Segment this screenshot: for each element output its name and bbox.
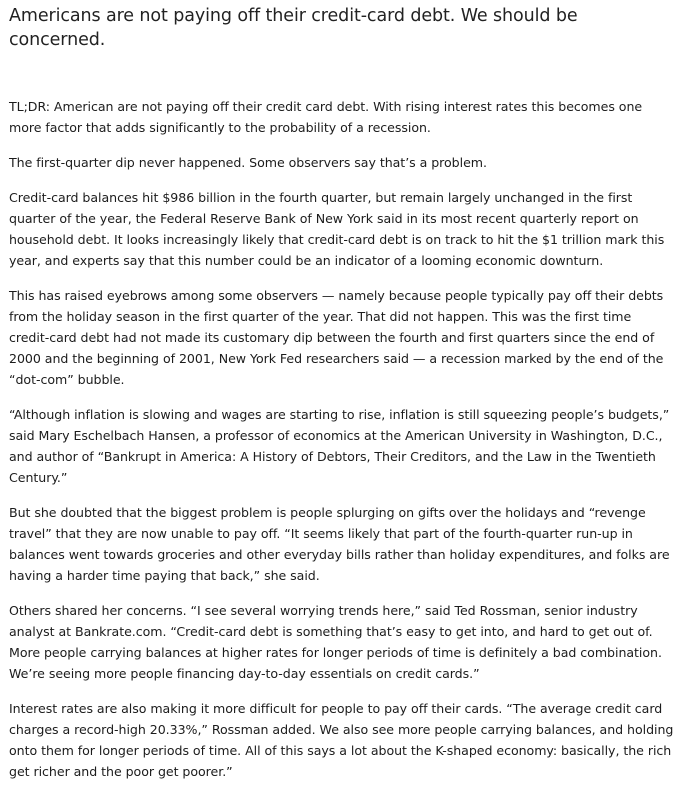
paragraph: This has raised eyebrows among some observers — namely because people typically pay off their debts from the holiday season in the first quarter of the year. That did not happen. This was the first time credit-card debt had not made its customary dip between the fourth and first quarters since the end of 2000 and the beginning of 2001, New York Fed researchers said — a recession marked by the end of the “dot-com” bubble. <box>9 288 664 387</box>
paragraph-tldr: TL;DR: American are not paying off their credit card debt. With rising interest rates this becomes one more factor that adds significantly to the probability of a recession. <box>9 99 643 135</box>
paragraph: “Although inflation is slowing and wages are starting to rise, inflation is still squeezing people’s budgets,” said Mary Eschelbach Hansen, a professor of economics at the American University in Washington, D.C., and author of “Bankrupt in America: A History of Debtors, Their Creditors, and the Law in the Twentieth Century.” <box>9 407 670 485</box>
post-title: Americans are not paying off their credit-card debt. We should be concerned. <box>9 6 578 50</box>
paragraph: But she doubted that the biggest problem is people splurging on gifts over the holidays and “revenge travel” that they are now unable to pay off. “It seems likely that part of the fourth-quarter run-up in balances went towards groceries and other everyday bills rather than holiday expenditures, and folks are having a harder time paying that back,” she said. <box>9 505 670 583</box>
paragraph: Credit-card balances hit $986 billion in the fourth quarter, but remain largely unchanged in the first quarter of the year, the Federal Reserve Bank of New York said in its most recent quarterly report on household debt. It looks increasingly likely that credit-card debt is on track to hit the $1 trillion mark this year, and experts say that this number could be an indicator of a looming economic downturn. <box>9 190 665 268</box>
post-body <box>9 96 675 782</box>
paragraph: The first-quarter dip never happened. Some observers say that’s a problem. <box>9 155 487 170</box>
paragraph: Interest rates are also making it more difficult for people to pay off their cards. “The average credit card charges a record-high 20.33%,” Rossman added. We also see more people carrying balances, and holding onto them for longer periods of time. All of this says a lot about the K-shaped economy: basically, the rich get richer and the poor get poorer.” <box>9 701 674 779</box>
paragraph: Others shared her concerns. “I see several worrying trends here,” said Ted Rossman, senior industry analyst at Bankrate.com. “Credit-card debt is something that’s easy to get into, and hard to get out of. More people carrying balances at higher rates for longer periods of time is definitely a bad combination. We’re seeing more people financing day-to-day essentials on credit cards.” <box>9 603 662 681</box>
